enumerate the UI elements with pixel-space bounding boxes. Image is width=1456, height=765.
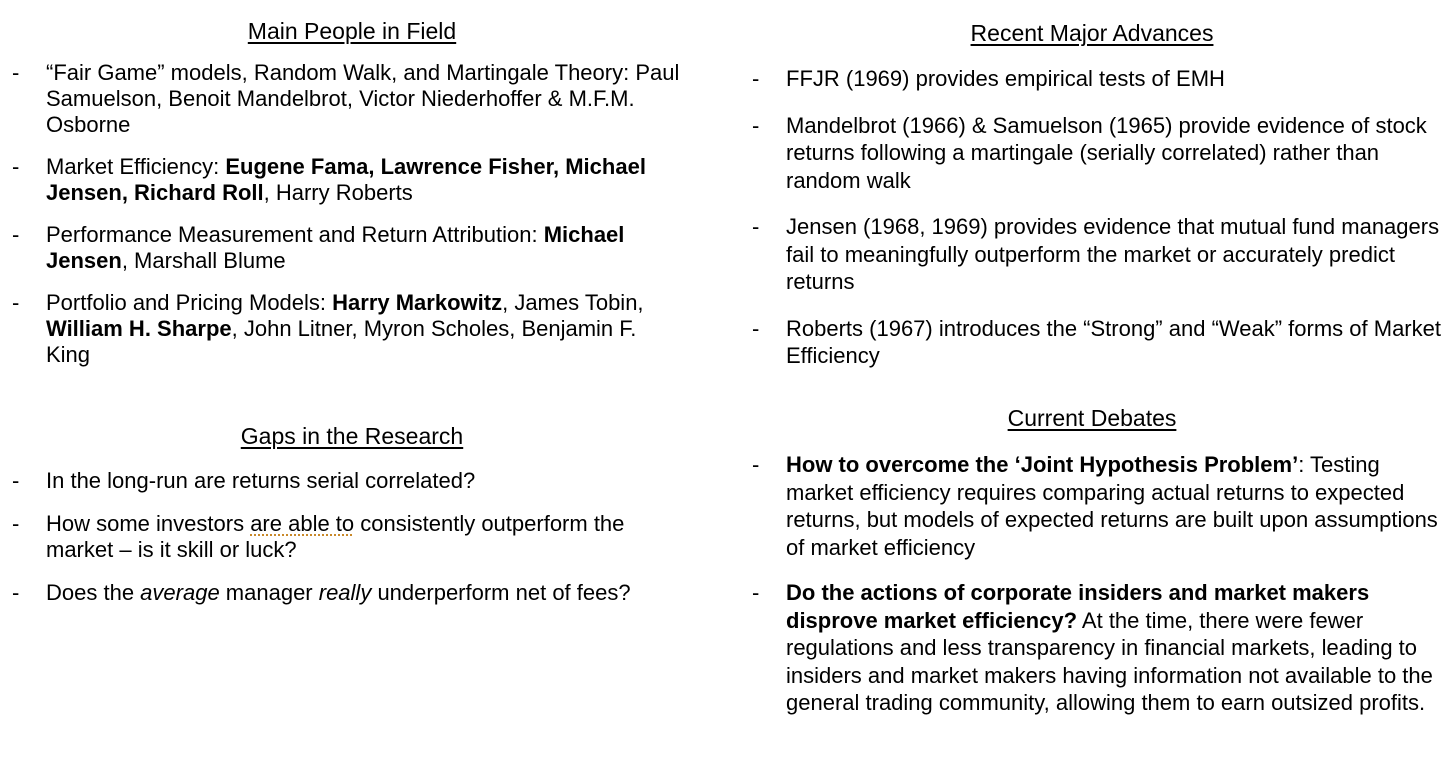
bullet-dash: - (12, 580, 20, 605)
list-item-text (786, 113, 1427, 193)
gaps-heading: Gaps in the Research (240, 423, 464, 449)
main-people-list (12, 60, 680, 368)
text-run: Do the actions of corporate insiders and market makers disprove market efficiency? (786, 580, 1370, 633)
list-item (12, 468, 680, 494)
list-item-text (786, 316, 1441, 369)
text-run: , Harry Roberts (263, 180, 413, 205)
bullet-dash: - (752, 580, 760, 605)
list-item-text (46, 468, 475, 493)
bullet-dash: - (12, 511, 20, 536)
bullet-dash: - (752, 112, 760, 138)
text-run: Jensen (1968, 1969) provides evidence that mutual fund managers fail to meaningfully outperform the market or accurately predict returns (786, 214, 1440, 294)
list-item-text (786, 214, 1439, 294)
list-item-text (786, 452, 1438, 560)
text-run: How to overcome the ‘Joint Hypothesis Problem’ (786, 452, 1299, 477)
gaps-list (12, 468, 680, 606)
bullet-dash: - (12, 154, 20, 179)
list-item (752, 213, 1442, 296)
list-item-text (46, 60, 679, 137)
main-people-heading: Main People in Field (247, 18, 457, 44)
text-run: Roberts (1967) introduces the “Strong” and “Weak” forms of Market Efficiency (786, 315, 1441, 368)
bullet-dash: - (12, 60, 20, 85)
text-run: Michael Jensen (46, 222, 625, 273)
list-item (752, 315, 1442, 370)
text-run: How some investors (46, 511, 251, 536)
bullet-dash: - (752, 66, 760, 91)
bullet-dash: - (752, 452, 760, 477)
list-item (12, 222, 680, 274)
text-run: really (318, 580, 372, 605)
current-debates-list (752, 451, 1442, 717)
list-item (12, 60, 680, 138)
text-run: are able to (250, 511, 355, 536)
text-run: Market Efficiency: (46, 154, 226, 179)
list-item-text (46, 154, 646, 205)
list-item (752, 65, 1442, 93)
text-run: At the time, there were fewer regulations and less transparency in financial markets, leading to insiders and market makers having information not available to the general trading community, allowing them to earn outsized profits. (786, 607, 1433, 715)
text-run: : Testing market efficiency requires comparing actual returns to expected returns, but models of expected returns are built upon assumptions of market efficiency (786, 452, 1438, 560)
text-run: Mandelbrot (1966) & Samuelson (1965) provide evidence of stock returns following a martingale (serially correlated) rather than random walk (786, 112, 1427, 193)
list-item-text (46, 222, 624, 273)
current-debates-heading: Current Debates (1007, 405, 1177, 431)
text-run: Performance Measurement and Return Attribution: (46, 222, 544, 247)
bullet-dash: - (752, 315, 760, 341)
main-people-section (12, 60, 680, 384)
text-run: Does the (46, 580, 141, 605)
bullet-dash: - (12, 468, 20, 493)
text-run: In the long-run are returns serial correlated? (46, 468, 476, 493)
text-run: FFJR (1969) provides empirical tests of EMH (786, 66, 1225, 91)
list-item-text (46, 580, 631, 605)
list-item (12, 511, 680, 563)
text-run: , John Litner, Myron Scholes, Benjamin F. King (46, 316, 637, 367)
text-run: Portfolio and Pricing Models: (46, 290, 333, 315)
text-run: , Marshall Blume (121, 248, 286, 273)
list-item-text (46, 511, 624, 562)
text-run: manager (219, 580, 319, 605)
text-run: underperform net of fees? (371, 580, 631, 605)
list-item (752, 579, 1442, 717)
bullet-dash: - (12, 290, 20, 315)
text-run: “Fair Game” models, Random Walk, and Martingale Theory: Paul Samuelson, Benoit Mandelbrot, Victor Niederhoffer & M.F.M. Osborne (46, 60, 680, 137)
text-run: average (140, 580, 220, 605)
text-run: Harry Markowitz (332, 290, 503, 315)
list-item-text (786, 66, 1225, 91)
list-item (12, 290, 680, 368)
list-item (12, 580, 680, 606)
list-item (752, 112, 1442, 195)
current-debates-section (752, 451, 1442, 735)
text-run: consistently outperform the market – is it skill or luck? (46, 511, 625, 562)
recent-advances-section (752, 65, 1442, 389)
recent-advances-heading: Recent Major Advances (970, 20, 1214, 46)
bullet-dash: - (12, 222, 20, 247)
list-item (12, 154, 680, 206)
list-item-text (46, 290, 644, 367)
list-item (752, 451, 1442, 561)
text-run: William H. Sharpe (46, 316, 232, 341)
text-run: Eugene Fama, Lawrence Fisher, Michael Jensen, Richard Roll (46, 154, 646, 205)
bullet-dash: - (752, 214, 760, 239)
list-item-text (786, 580, 1433, 715)
text-run: , James Tobin, (502, 290, 644, 315)
gaps-section (12, 468, 680, 623)
recent-advances-list (752, 65, 1442, 370)
